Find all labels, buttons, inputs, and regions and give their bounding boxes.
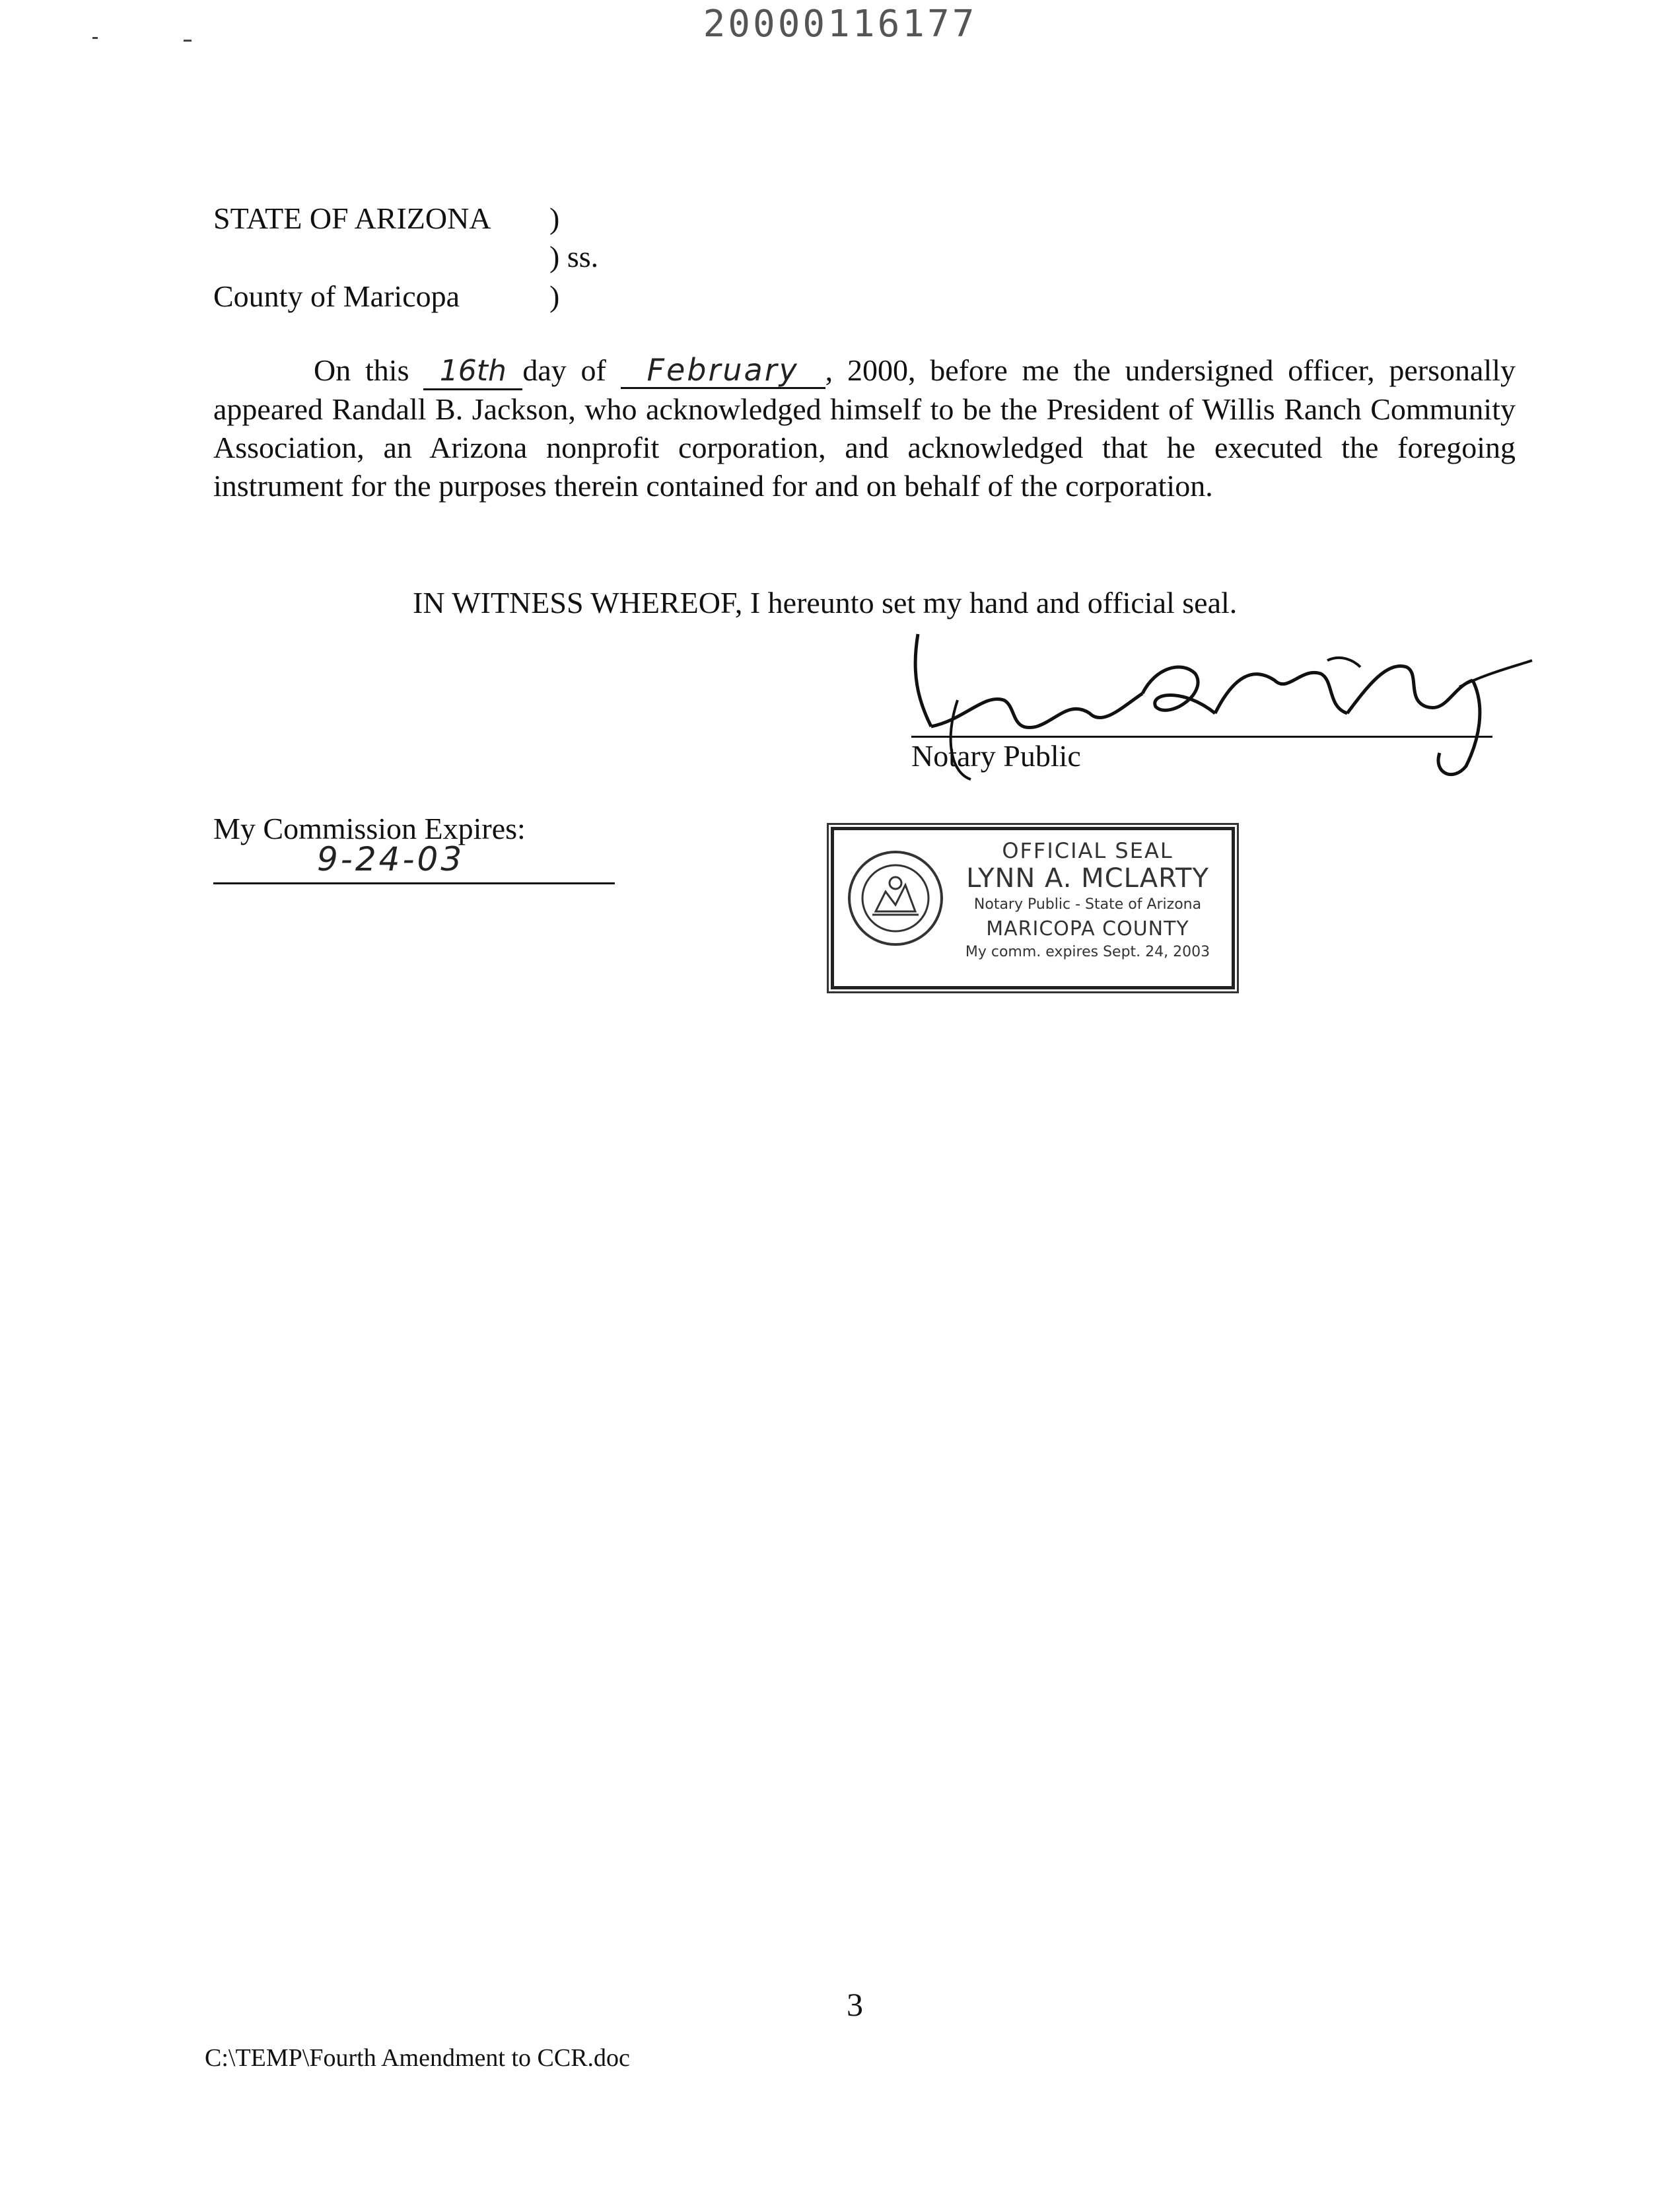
witness-statement: IN WITNESS WHEREOF, I hereunto set my hand and official seal. — [413, 586, 1238, 620]
handwritten-month: February — [621, 353, 825, 389]
venue-county: County of Maricopa — [213, 279, 460, 313]
seal-name: LYNN A. MCLARTY — [966, 863, 1209, 894]
commission-date-handwritten: 9-24-03 — [317, 840, 465, 878]
venue-paren-bottom: ) — [549, 279, 560, 313]
acknowledgment-paragraph — [213, 351, 1516, 505]
scan-mark — [92, 37, 98, 39]
venue-paren-top: ) — [549, 201, 560, 235]
ack-day-of: day of — [522, 353, 606, 387]
seal-line-1: Notary Public - State of Arizona — [973, 896, 1202, 913]
seal-line-2: MARICOPA COUNTY — [986, 917, 1189, 940]
ack-prefix: On this — [314, 353, 409, 387]
arizona-seal-emblem-icon — [846, 849, 945, 948]
venue-state: STATE OF ARIZONA — [213, 201, 491, 235]
seal-title: OFFICIAL SEAL — [1002, 838, 1173, 863]
commission-line — [213, 882, 615, 884]
notary-public-label: Notary Public — [911, 739, 1081, 773]
document-number: 20000116177 — [703, 3, 977, 46]
scan-mark — [184, 40, 192, 42]
ack-body: , 2000, before me the undersigned officer, personally appeared Randall B. Jackson, who acknowledged himself to be the President of Willis Ranch Community Association, an Arizona nonprofit corporation, and acknowledged that he executed the foregoing instrument for the purposes therein contained for and on behalf of the corporation. — [213, 353, 1516, 503]
seal-line-3: My comm. expires Sept. 24, 2003 — [965, 944, 1210, 960]
handwritten-day: 16th — [423, 354, 522, 390]
commission-label: My Commission Expires: — [213, 812, 526, 845]
page-number: 3 — [847, 1986, 863, 2023]
venue-ss: ) ss. — [549, 240, 599, 273]
official-seal-stamp — [831, 827, 1235, 989]
file-path: C:\TEMP\Fourth Amendment to CCR.doc — [205, 2044, 630, 2072]
